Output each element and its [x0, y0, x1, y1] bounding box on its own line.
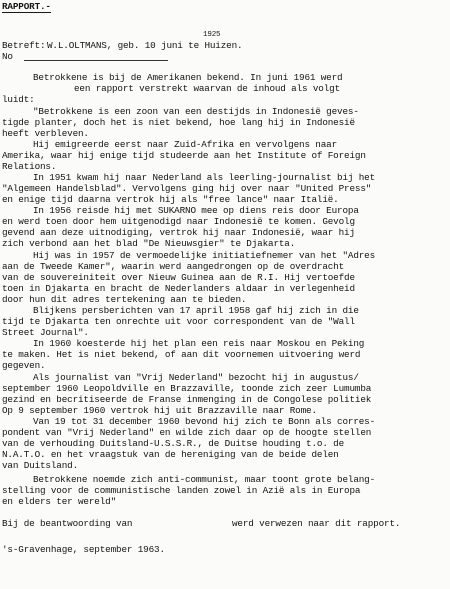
body-line: van de verhouding Duitsland-U.S.S.R., de Duitse houding t.o. de: [2, 438, 345, 449]
body-line: september 1960 Leopoldville en Brazzaville, toonde zich zeer Lumumba: [2, 383, 372, 394]
body-line: In 1951 kwam hij naar Nederland als leerling-journalist bij het: [33, 172, 376, 183]
body-line: "Betrokkene is een zoon van een destijds in Indonesië geves-: [33, 106, 359, 117]
body-line: gezind en becritiseerde de Franse inmenging in de Congolese politiek: [2, 394, 372, 405]
body-line: Betrokkene noemde zich anti-communist, maar toont grote belang-: [33, 474, 376, 485]
body-line: te maken. Het is niet bekend, of aan dit voornemen uitvoering werd: [2, 349, 361, 360]
body-line: In 1960 koesterde hij het plan een reis naar Moskou en Peking: [33, 338, 365, 349]
body-line: Amerika, waar hij enige tijd studeerde aan het Institute of Foreign: [2, 150, 366, 161]
body-line: Hij emigreerde eerst naar Zuid-Afrika en vervolgens naar: [33, 139, 338, 150]
body-line: van Duitsland.: [2, 460, 79, 471]
body-line: en elders ter wereld": [2, 496, 117, 507]
body-line: Blijkens persberichten van 17 april 1958 gaf hij zich in die: [33, 305, 359, 316]
year-correction: 1925: [203, 31, 221, 39]
body-line: en werd toen door hem uitgenodigd naar Indonesië te komen. Gevolg: [2, 216, 355, 227]
body-line: pondent van "Vrij Nederland" en wilde zich daar op de hoogte stellen: [2, 427, 372, 438]
body-line: Relations.: [2, 161, 57, 172]
body-line: en enige tijd daarna vertrok hij als "free lance" naar Italië.: [2, 194, 339, 205]
body-line: van de souvereiniteit over Nieuw Guinea aan de R.I. Hij vertoefde: [2, 272, 355, 283]
body-line: door hun dit adres tertekening aan te bieden.: [2, 294, 247, 305]
body-line: stelling voor de communistische landen zowel in Azië als in Europa: [2, 485, 361, 496]
no-underline: [24, 60, 168, 61]
body-line: gevend aan deze uitnodiging, vertrok hij naar Indonesië, waar hij: [2, 227, 355, 238]
body-line: zich verbond aan het blad "De Nieuwsgier" te Djakarta.: [2, 238, 296, 249]
report-title: RAPPORT.-: [2, 1, 51, 12]
body-line: een rapport verstrekt waarvan de inhoud als volgt: [74, 83, 341, 94]
body-line: tijd te Djakarta ten onrechte uit voor correspondent van de "Wall: [2, 316, 355, 327]
body-line: N.A.T.O. en het vraagstuk van de hereniging van de beide delen: [2, 449, 339, 460]
body-line: luidt:: [2, 94, 35, 105]
body-line: Betrokkene is bij de Amerikanen bekend. In juni 1961 werd: [33, 72, 343, 83]
body-line: Street Journal".: [2, 327, 89, 338]
betreft-label: Betreft:: [2, 40, 46, 51]
reply-line-start: Bij de beantwoording van: [2, 518, 133, 529]
body-line: aan de Tweede Kamer", waarin werd aangedrongen op de overdracht: [2, 261, 345, 272]
subject-line: W.L.OLTMANS, geb. 10 juni te Huizen.: [47, 40, 243, 51]
body-line: Van 19 tot 31 december 1960 bevond hij zich te Bonn als corres-: [33, 416, 376, 427]
no-label: No: [2, 51, 13, 62]
body-line: In 1956 reisde hij met SUKARNO mee op diens reis door Europa: [33, 205, 359, 216]
reply-line-end: werd verwezen naar dit rapport.: [232, 518, 401, 529]
place-date: 's-Gravenhage, september 1963.: [2, 544, 165, 555]
body-line: toen in Djakarta en bracht de Nederlanders aldaar in verlegenheid: [2, 283, 355, 294]
body-line: "Algemeen Handelsblad". Vervolgens ging hij over naar "United Press": [2, 183, 372, 194]
body-line: heeft verbleven.: [2, 128, 89, 139]
body-line: Hij was in 1957 de vermoedelijke initiatiefnemer van het "Adres: [33, 250, 376, 261]
body-line: tigde planter, doch het is niet bekend, hoe lang hij in Indonesië: [2, 117, 355, 128]
body-line: Als journalist van "Vrij Nederland" bezocht hij in augustus/: [33, 372, 359, 383]
body-line: gegeven.: [2, 360, 46, 371]
body-line: Op 9 september 1960 vertrok hij uit Brazzaville naar Rome.: [2, 405, 317, 416]
